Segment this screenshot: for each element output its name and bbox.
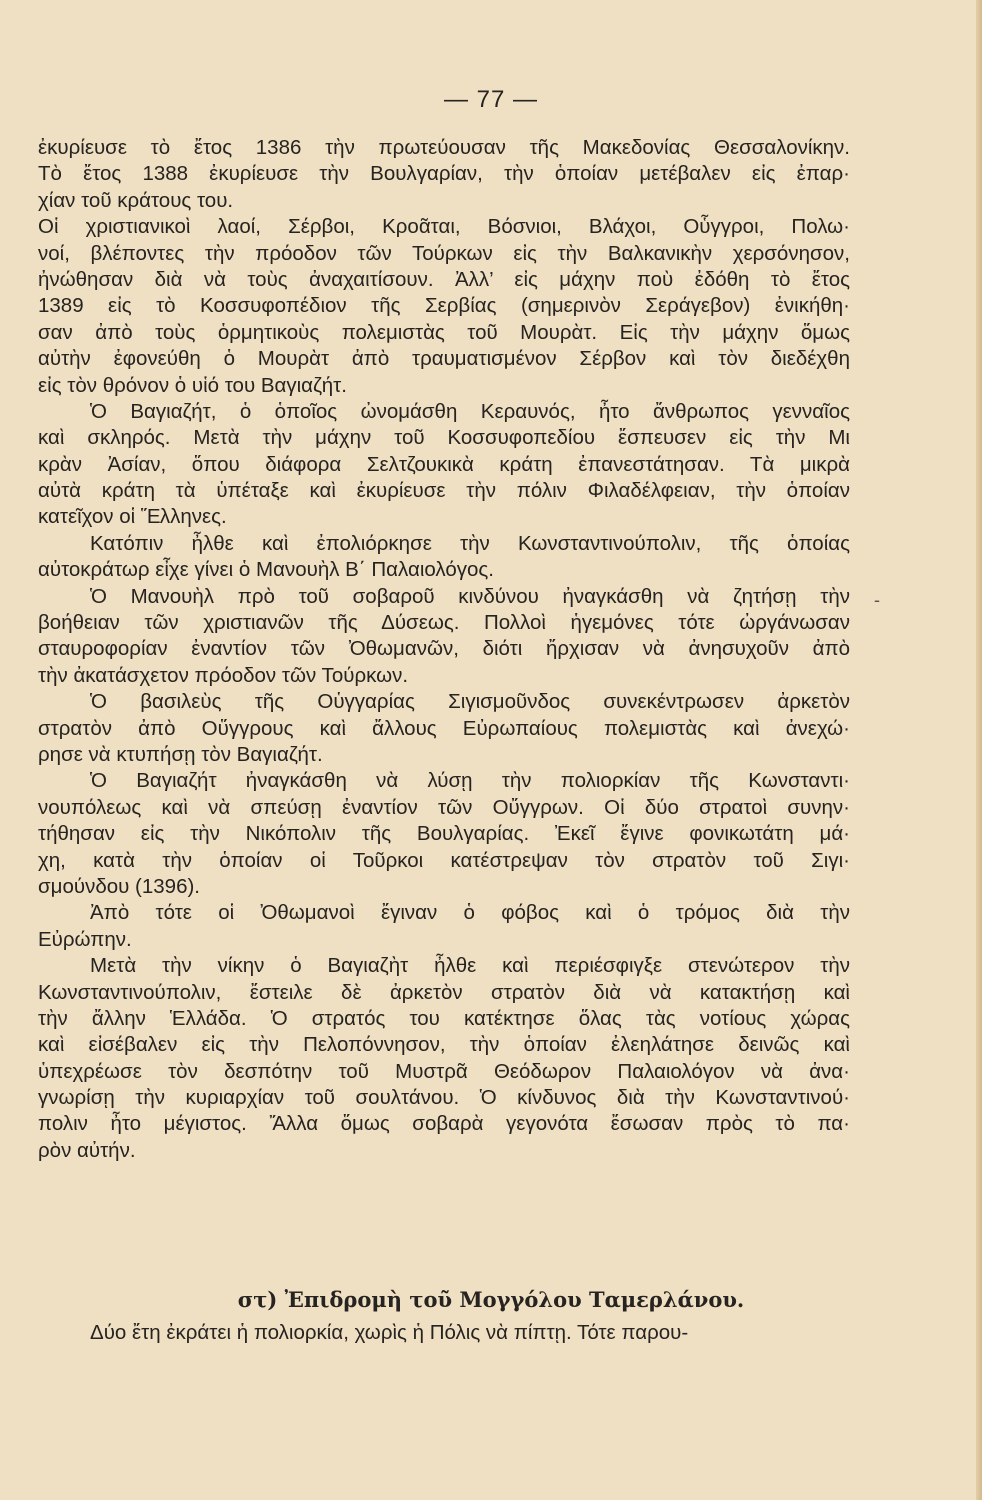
text-line: Ὁ Βαγιαζήτ, ὁ ὁποῖος ὠνομάσθη Κεραυνός, ἦτο ἄνθρωπος γενναῖος <box>90 399 850 423</box>
text-line: αὐτοκράτωρ εἶχε γίνει ὁ Μανουὴλ Β΄ Παλαιολόγος. <box>38 558 494 582</box>
text-line: ὑπεχρέωσε τὸν δεσπότην τοῦ Μυστρᾶ Θεόδωρον Παλαιολόγον νὰ ἀνα· <box>38 1059 850 1083</box>
margin-mark: - <box>874 590 880 610</box>
section-heading: στ) Ἐπιδρομὴ τοῦ Μογγόλου Ταμερλάνου. <box>237 1287 745 1312</box>
text-line: καὶ εἰσέβαλεν εἰς τὴν Πελοπόννησον, τὴν ὁποίαν ἐλεηλάτησε δεινῶς καὶ <box>38 1033 850 1057</box>
text-line: χίαν τοῦ κράτους του. <box>38 188 234 212</box>
text-line: Ἀπὸ τότε οἱ Ὀθωμανοὶ ἔγιναν ὁ φόβος καὶ ὁ τρόμος διὰ τὴν <box>90 901 850 925</box>
page-number: — 77 — <box>443 86 539 113</box>
text-line: αὐτὴν ἐφονεύθη ὁ Μουρὰτ ἀπὸ τραυματισμένον Σέρβον καὶ τὸν διεδέχθη <box>38 347 850 371</box>
text-line: ρησε νὰ κτυπήσῃ τὸν Βαγιαζήτ. <box>38 742 323 766</box>
text-line: Κωνσταντινούπολιν, ἔστειλε δὲ ἀρκετὸν στρατὸν διὰ νὰ κατακτήσῃ καὶ <box>38 980 850 1004</box>
text-line: Ὁ βασιλεὺς τῆς Οὑγγαρίας Σιγισμοῦνδος συνεκέντρωσεν ἀρκετὸν <box>90 690 850 714</box>
text-line: σταυροφορίαν ἐναντίον τῶν Ὀθωμανῶν, διότι ἤρχισαν νὰ ἀνησυχοῦν ἀπὸ <box>38 637 850 661</box>
text-line: κατεῖχον οἱ Ἕλληνες. <box>38 505 227 529</box>
text-line: Μετὰ τὴν νίκην ὁ Βαγιαζὴτ ἦλθε καὶ περιέσφιγξε στενώτερον τὴν <box>90 954 850 978</box>
text-line: σμούνδου (1396). <box>38 874 200 898</box>
text-line: ἐκυρίευσε τὸ ἔτος 1386 τὴν πρωτεύουσαν τῆς Μακεδονίας Θεσσαλονίκην. <box>38 136 850 159</box>
text-line: 1389 εἰς τὸ Κοσσυφοπέδιον τῆς Σερβίας (σημερινὸν Σεράγεβον) ἐνικήθη· <box>38 294 850 318</box>
text-line: Δύο ἔτη ἐκράτει ἡ πολιορκία, χωρὶς ἡ Πόλις νὰ πίπτῃ. Τότε παρου- <box>90 1321 689 1344</box>
text-line: εἰς τὸν θρόνον ὁ υἱό του Βαγιαζήτ. <box>38 373 347 397</box>
text-line: πολιν ἦτο μέγιστος. Ἄλλα ὅμως σοβαρὰ γεγονότα ἔσωσαν πρὸς τὸ πα· <box>38 1112 850 1136</box>
text-line: Οἱ χριστιανικοὶ λαοί, Σέρβοι, Κροᾶται, Βόσνιοι, Βλάχοι, Οὗγγροι, Πολω· <box>38 215 850 239</box>
text-line: νουπόλεως καὶ νὰ σπεύσῃ ἐναντίον τῶν Οὔγγρων. Οἱ δύο στρατοὶ συνην· <box>38 795 850 819</box>
text-line: σαν ἀπὸ τοὺς ὁρμητικοὺς πολεμιστὰς τοῦ Μουρὰτ. Εἰς τὴν μάχην ὅμως <box>38 320 850 344</box>
text-line: βοήθειαν τῶν χριστιανῶν τῆς Δύσεως. Πολλοὶ ἡγεμόνες τότε ὠργάνωσαν <box>38 611 850 635</box>
text-line: χη, κατὰ τὴν ὁποίαν οἱ Τοῦρκοι κατέστρεψαν τὸν στρατὸν τοῦ Σιγι· <box>38 848 850 872</box>
text-line: Εὐρώπην. <box>38 927 132 951</box>
text-line: κρὰν Ἀσίαν, ὅπου διάφορα Σελτζουκικὰ κράτη ἐπανεστάτησαν. Τὰ μικρὰ <box>38 452 850 476</box>
text-line: Ὁ Μανουὴλ πρὸ τοῦ σοβαροῦ κινδύνου ἠναγκάσθη νὰ ζητήσῃ τὴν <box>90 584 850 608</box>
text-line: Τὸ ἔτος 1388 ἐκυρίευσε τὴν Βουλγαρίαν, τὴν ὁποίαν μετέβαλεν εἰς ἐπαρ· <box>38 162 850 186</box>
text-line: στρατὸν ἀπὸ Οὕγγρους καὶ ἄλλους Εὐρωπαίους πολεμιστὰς καὶ ἀνεχώ· <box>38 716 850 740</box>
text-line: ρὸν αὐτήν. <box>38 1138 136 1162</box>
text-line: γνωρίσῃ τὴν κυριαρχίαν τοῦ σουλτάνου. Ὁ κίνδυνος διὰ τὴν Κωνσταντινού· <box>38 1086 850 1110</box>
text-line: αὐτὰ κράτη τὰ ὑπέταξε καὶ ἐκυρίευσε τὴν πόλιν Φιλαδέλφειαν, τὴν ὁποίαν <box>38 479 850 503</box>
page-edge <box>976 0 982 1500</box>
text-line: καὶ σκληρός. Μετὰ τὴν μάχην τοῦ Κοσσυφοπεδίου ἔσπευσεν εἰς τὴν Μι <box>38 426 850 450</box>
text-line: νοί, βλέποντες τὴν πρόοδον τῶν Τούρκων εἰς τὴν Βαλκανικὴν χερσόνησον, <box>38 241 850 265</box>
text-line: τὴν ἄλλην Ἑλλάδα. Ὁ στρατός του κατέκτησε ὅλας τὰς νοτίους χώρας <box>38 1006 850 1030</box>
text-line: τὴν ἀκατάσχετον πρόοδον τῶν Τούρκων. <box>38 663 409 687</box>
text-line: τήθησαν εἰς τὴν Νικόπολιν τῆς Βουλγαρίας. Ἐκεῖ ἔγινε φονικωτάτη μά· <box>38 822 850 846</box>
text-line: ἠνώθησαν διὰ νὰ τοὺς ἀναχαιτίσουν. Ἀλλ’ εἰς μάχην ποὺ ἐδόθη τὸ ἔτος <box>38 267 850 291</box>
text-line: Κατόπιν ἦλθε καὶ ἐπολιόρκησε τὴν Κωνσταντινούπολιν, τῆς ὁποίας <box>90 531 850 555</box>
body-text <box>38 135 850 1164</box>
final-paragraph <box>38 1320 850 1346</box>
text-line: Ὁ Βαγιαζήτ ἠναγκάσθη νὰ λύσῃ τὴν πολιορκίαν τῆς Κωνσταντι· <box>90 769 850 793</box>
